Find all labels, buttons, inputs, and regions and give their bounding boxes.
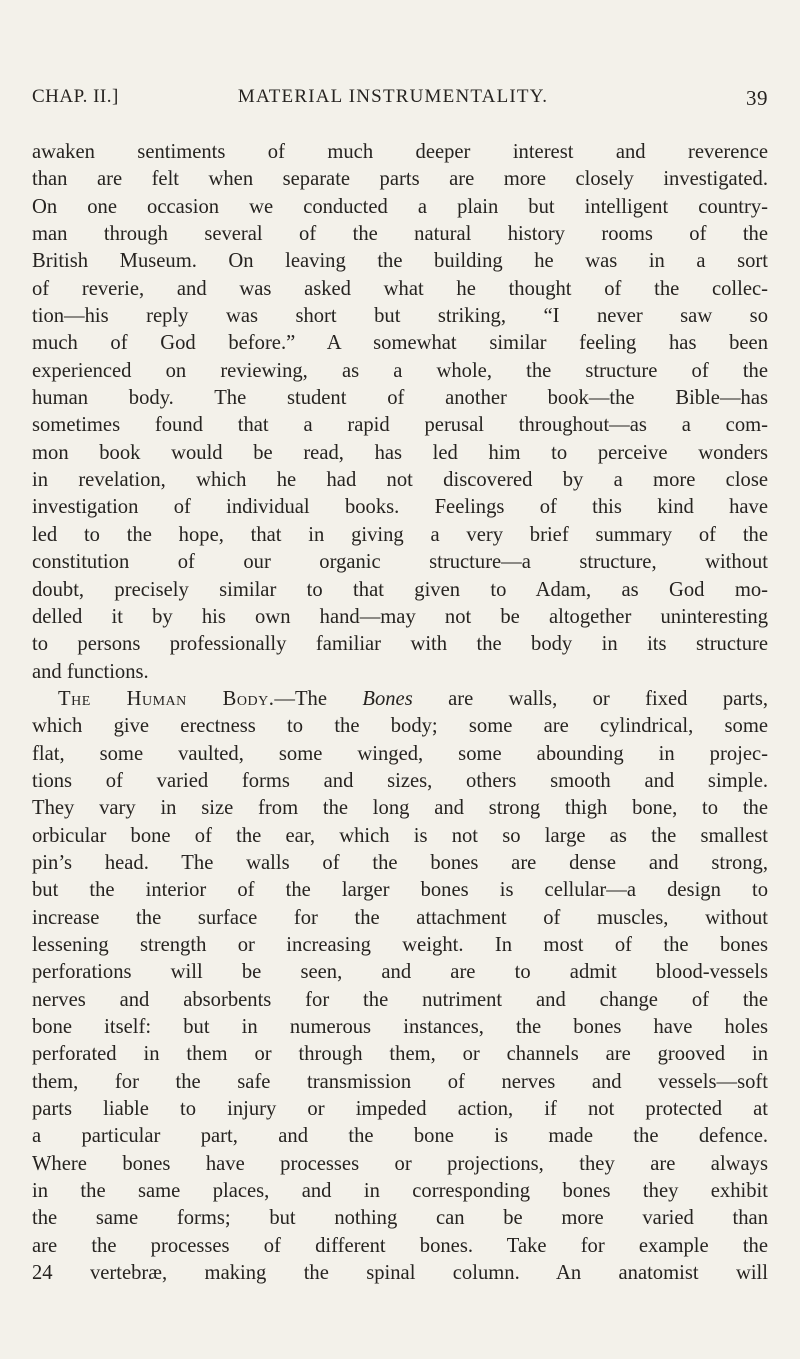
text-line: tion—his reply was short but striking, “I never saw so xyxy=(32,305,768,328)
page-number: 39 xyxy=(746,86,768,110)
section-first-line xyxy=(32,686,768,713)
text-line: than are felt when separate parts are more closely investigated. xyxy=(32,168,768,191)
text-line: increase the surface for the attachment of muscles, without xyxy=(32,906,768,929)
book-page xyxy=(28,0,770,1359)
bones-term: Bones xyxy=(362,687,413,710)
text-line: the same forms; but nothing can be more varied than xyxy=(32,1207,768,1230)
text-line: human body. The student of another book—the Bible—has xyxy=(32,387,768,410)
text-line: much of God before.” A somewhat similar feeling has been xyxy=(32,332,768,355)
running-title: MATERIAL INSTRUMENTALITY. xyxy=(237,86,549,107)
section-text-a: —The xyxy=(274,687,363,710)
text-line: and functions. xyxy=(32,660,149,683)
text-line: sometimes found that a rapid perusal throughout—as a com- xyxy=(32,414,768,437)
text-line: parts liable to injury or impeded action, if not protected at xyxy=(32,1098,768,1121)
text-line: On one occasion we conducted a plain but intelligent country- xyxy=(32,195,768,218)
section-heading: The Human Body. xyxy=(58,687,275,710)
text-line: doubt, precisely similar to that given to Adam, as God mo- xyxy=(32,578,768,601)
text-line: led to the hope, that in giving a very brief summary of the xyxy=(32,523,768,546)
text-line: orbicular bone of the ear, which is not so large as the smallest xyxy=(32,824,768,847)
section-text-b: are walls, or fixed parts, xyxy=(412,687,769,710)
text-line: investigation of individual books. Feelings of this kind have xyxy=(32,496,768,519)
text-line: of reverie, and was asked what he thought of the collec- xyxy=(32,277,768,300)
text-line: Where bones have processes or projections, they are always xyxy=(32,1152,768,1175)
text-line: them, for the safe transmission of nerves and vessels—soft xyxy=(32,1070,768,1093)
text-line: delled it by his own hand—may not be altogether uninteresting xyxy=(32,605,768,628)
text-line: constitution of our organic structure—a structure, without xyxy=(32,551,768,574)
text-line: British Museum. On leaving the building he was in a sort xyxy=(32,250,768,273)
running-head xyxy=(28,86,770,116)
text-line: lessening strength or increasing weight. In most of the bones xyxy=(32,933,768,956)
text-line: but the interior of the larger bones is cellular—a design to xyxy=(32,879,768,902)
text-line: perforated in them or through them, or channels are grooved in xyxy=(32,1043,768,1066)
text-line: awaken sentiments of much deeper interest and reverence xyxy=(32,141,768,163)
text-line: experienced on reviewing, as a whole, the structure of the xyxy=(32,359,768,382)
text-line: which give erectness to the body; some are cylindrical, some xyxy=(32,715,768,738)
text-line: in revelation, which he had not discovered by a more close xyxy=(32,469,768,492)
text-line: mon book would be read, has led him to perceive wonders xyxy=(32,441,768,464)
chapter-label: CHAP. II.] xyxy=(32,86,119,107)
text-line: bone itself: but in numerous instances, the bones have holes xyxy=(32,1016,768,1038)
text-line: man through several of the natural history rooms of the xyxy=(32,223,768,246)
text-line: tions of varied forms and sizes, others smooth and simple. xyxy=(32,769,768,792)
text-line: 24 vertebræ, making the spinal column. An anatomist will xyxy=(32,1262,768,1285)
text-line: pin’s head. The walls of the bones are dense and strong, xyxy=(32,851,768,874)
text-line: They vary in size from the long and strong thigh bone, to the xyxy=(32,797,768,820)
text-line: to persons professionally familiar with the body in its structure xyxy=(32,633,768,656)
text-line: nerves and absorbents for the nutriment and change of the xyxy=(32,988,768,1011)
body-text xyxy=(32,139,768,1287)
text-line: flat, some vaulted, some winged, some abounding in projec- xyxy=(32,742,768,765)
text-line: in the same places, and in corresponding bones they exhibit xyxy=(32,1180,768,1203)
text-line: a particular part, and the bone is made the defence. xyxy=(32,1125,768,1148)
text-line: are the processes of different bones. Take for example the xyxy=(32,1234,768,1257)
text-line: perforations will be seen, and are to admit blood-vessels xyxy=(32,961,768,984)
